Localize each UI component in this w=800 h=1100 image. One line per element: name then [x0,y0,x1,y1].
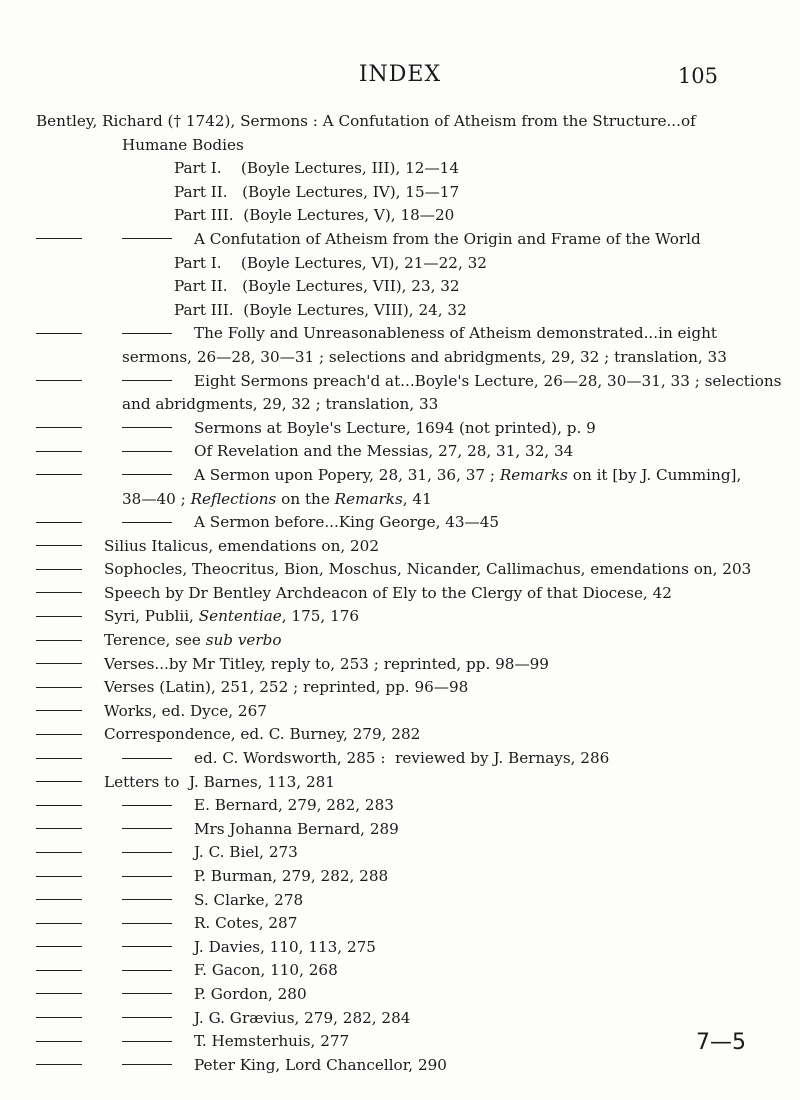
index-line [36,181,716,205]
entry-text: , 41 [402,489,432,508]
entry-text: Part I. (Boyle Lectures, VI), 21—22, 32 [174,253,487,272]
ditto-dash [36,333,82,334]
index-line [36,1030,716,1054]
entry-text: on the [276,489,335,508]
entry-italic: Remarks [499,465,568,484]
ditto-dash [36,474,82,475]
ditto-dash [122,923,172,924]
entry-text: Humane Bodies [122,135,244,154]
ditto-dash [36,545,82,546]
entry-text: Terence, see [104,631,206,650]
index-line [36,110,716,134]
index-entries [36,110,782,1077]
index-line [36,676,716,700]
ditto-dash [36,238,82,239]
index-line [36,204,716,228]
entry-text: E. Bernard, 279, 282, 283 [194,796,394,815]
entry-text: on it [by J. Cumming], [567,465,742,484]
ditto-dash [122,474,172,475]
ditto-dash [122,1017,172,1018]
entry-italic: Remarks [334,489,403,508]
entry-text: Silius Italicus, emendations on, 202 [104,536,379,555]
page-header [0,62,800,92]
entry-text: Works, ed. Dyce, 267 [104,701,267,720]
ditto-dash [122,1064,172,1065]
entry-text: Peter King, Lord Chancellor, 290 [194,1055,447,1074]
ditto-dash [36,616,82,617]
ditto-dash [36,592,82,593]
entry-text: 38—40 ; [122,489,191,508]
entry-text: Part III. (Boyle Lectures, VIII), 24, 32 [174,300,467,319]
index-line [36,370,782,394]
entry-text: Part III. (Boyle Lectures, V), 18—20 [174,206,455,225]
index-line [36,629,716,653]
ditto-dash [122,522,172,523]
entry-text: Part I. (Boyle Lectures, III), 12—14 [174,159,459,178]
entry-text: A Sermon upon Popery, 28, 31, 36, 37 ; [194,465,500,484]
index-line [36,275,716,299]
ditto-dash [36,640,82,641]
ditto-dash [36,758,82,759]
ditto-dash [36,734,82,735]
index-line [36,771,716,795]
entry-text: Syri, Publii, [104,607,199,626]
ditto-dash [36,970,82,971]
page-title: INDEX [358,62,442,87]
ditto-dash [122,333,172,334]
index-line [36,228,716,252]
entry-text: T. Hemsterhuis, 277 [194,1032,350,1051]
ditto-dash [36,899,82,900]
index-line [36,818,716,842]
ditto-dash [122,1041,172,1042]
entry-text: S. Clarke, 278 [194,890,304,909]
ditto-dash [36,993,82,994]
entry-text: Correspondence, ed. C. Burney, 279, 282 [104,725,421,744]
entry-text: The Folly and Unreasonableness of Atheism demonstrated...in eight [194,324,718,343]
ditto-dash [36,663,82,664]
entry-text: sermons, 26—28, 30—31 ; selections and abridgments, 29, 32 ; translation, 33 [122,347,727,366]
entry-text: Sophocles, Theocritus, Bion, Moschus, Nicander, Callimachus, emendations on, 203 [104,560,752,579]
entry-text: Verses...by Mr Titley, reply to, 253 ; reprinted, pp. 98—99 [104,654,549,673]
index-line [36,322,716,346]
ditto-dash [36,1041,82,1042]
entry-text: J. G. Grævius, 279, 282, 284 [194,1008,411,1027]
entry-text: A Confutation of Atheism from the Origin and Frame of the World [194,229,701,248]
entry-text: P. Burman, 279, 282, 288 [194,867,389,885]
entry-text: Eight Sermons preach'd at...Boyle's Lecture, 26—28, 30—31, 33 ; selections [194,371,782,390]
page-number: 105 [677,64,718,88]
index-line [36,299,716,323]
ditto-dash [122,758,172,759]
ditto-dash [36,781,82,782]
index-line [36,511,716,535]
index-line [36,535,716,559]
ditto-dash [36,451,82,452]
index-line [36,700,716,724]
signature-mark: 7—5 [696,1030,746,1055]
index-line [36,464,742,488]
ditto-dash [36,946,82,947]
index-line [36,959,716,983]
entry-italic: sub verbo [205,631,282,650]
index-line [36,346,727,370]
ditto-dash [122,993,172,994]
ditto-dash [36,1017,82,1018]
entry-italic: Sententiae [198,607,282,626]
entry-text: P. Gordon, 280 [194,984,307,1003]
ditto-dash [36,687,82,688]
ditto-dash [36,852,82,853]
ditto-dash [36,569,82,570]
index-line [36,134,716,158]
index-line [36,841,716,865]
ditto-dash [36,805,82,806]
index-line [36,417,716,441]
ditto-dash [122,238,172,239]
index-line [36,605,716,629]
entry-text: R. Cotes, 287 [194,914,298,933]
entry-text: A Sermon before...King George, 43—45 [194,513,500,532]
ditto-dash [36,1064,82,1065]
index-line [36,252,716,276]
index-line [36,1007,716,1031]
ditto-dash [36,710,82,711]
entry-italic: Reflections [190,489,277,508]
entry-text: Bentley, Richard († 1742), Sermons : A Confutation of Atheism from the Structure...of [36,112,696,130]
entry-text: Letters to J. Barnes, 113, 281 [104,772,335,791]
ditto-dash [36,522,82,523]
index-line [36,393,716,417]
entry-text: J. Davies, 110, 113, 275 [194,937,376,956]
ditto-dash [36,876,82,877]
entry-text: F. Gacon, 110, 268 [194,961,338,980]
ditto-dash [36,427,82,428]
entry-text: Part II. (Boyle Lectures, VII), 23, 32 [174,277,460,296]
entry-text: ed. C. Wordsworth, 285 : reviewed by J. Bernays, 286 [194,749,610,768]
index-line [36,889,716,913]
ditto-dash [122,427,172,428]
entry-text: and abridgments, 29, 32 ; translation, 33 [122,395,439,414]
entry-text: Part II. (Boyle Lectures, IV), 15—17 [174,182,460,201]
ditto-dash [36,828,82,829]
index-line [36,794,716,818]
ditto-dash [36,923,82,924]
ditto-dash [122,380,172,381]
index-line [36,1054,716,1078]
entry-text: Verses (Latin), 251, 252 ; reprinted, pp. 96—98 [104,678,469,697]
index-line [36,157,716,181]
ditto-dash [122,451,172,452]
index-line [36,723,716,747]
ditto-dash [122,946,172,947]
entry-text: Mrs Johanna Bernard, 289 [194,819,399,838]
ditto-dash [122,899,172,900]
index-line [36,653,716,677]
entry-text: Sermons at Boyle's Lecture, 1694 (not printed), p. 9 [194,418,596,437]
entry-text: , 175, 176 [281,607,360,626]
entry-text: Of Revelation and the Messias, 27, 28, 31, 32, 34 [194,442,574,461]
ditto-dash [36,380,82,381]
ditto-dash [122,805,172,806]
ditto-dash [122,852,172,853]
index-line [36,912,716,936]
index-line [36,488,716,512]
index-line [36,936,716,960]
ditto-dash [122,828,172,829]
index-line [36,983,716,1007]
index-line [36,865,716,889]
entry-text: Speech by Dr Bentley Archdeacon of Ely to the Clergy of that Diocese, 42 [104,583,672,602]
entry-text: J. C. Biel, 273 [194,843,298,862]
index-line [36,747,716,771]
index-line [36,558,752,582]
ditto-dash [122,970,172,971]
index-line [36,440,716,464]
ditto-dash [122,876,172,877]
index-line [36,582,716,606]
